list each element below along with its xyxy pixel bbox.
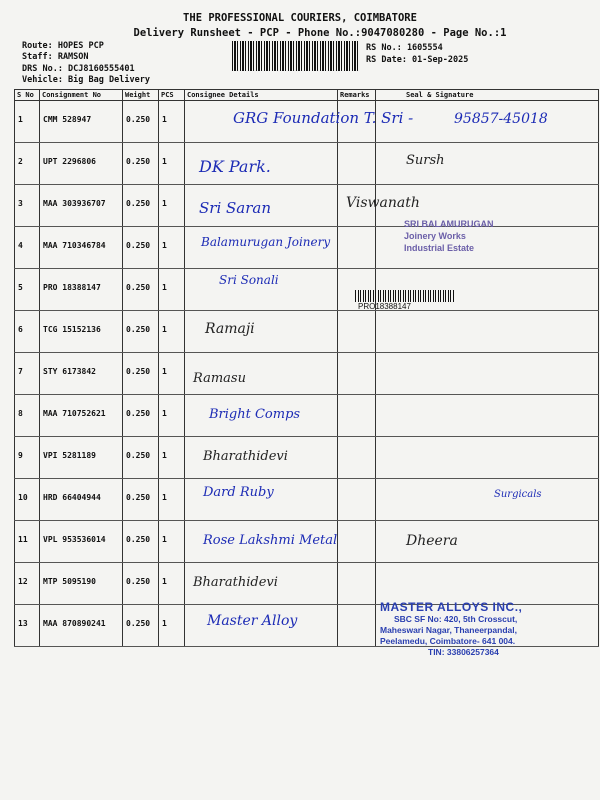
cell-consignee [185, 521, 338, 563]
cell-sno: 1 [15, 101, 40, 143]
cell-consignment: VPI 5281189 [40, 437, 123, 479]
table-row [15, 395, 599, 437]
table-row [15, 353, 599, 395]
faded-stamp-line: SRI BALAMURUGAN [404, 219, 494, 229]
handwritten-signature: Sursh [406, 153, 445, 168]
cell-consignment: MAA 710346784 [40, 227, 123, 269]
table-row [15, 437, 599, 479]
stamp-tin: TIN: 33806257364 [428, 647, 499, 657]
table-row [15, 101, 599, 143]
cell-pcs: 1 [159, 227, 185, 269]
handwritten-consignee: Bright Comps [209, 407, 301, 422]
stamp-address-line: Peelamedu, Coimbatore- 641 004. [380, 636, 516, 646]
handwritten-signature: 95857-45018 [454, 111, 548, 127]
cell-pcs: 1 [159, 101, 185, 143]
cell-consignment: MTP 5095190 [40, 563, 123, 605]
company-title: THE PROFESSIONAL COURIERS, COIMBATORE [183, 12, 417, 24]
header-barcode [232, 41, 360, 71]
cell-pcs: 1 [159, 143, 185, 185]
cell-pcs: 1 [159, 185, 185, 227]
handwritten-consignee: Ramaji [205, 321, 255, 337]
rs-number: RS No.: 1605554 [366, 43, 443, 53]
consignment-barcode [355, 290, 455, 302]
runsheet-table [14, 89, 599, 647]
cell-consignee [185, 143, 338, 185]
handwritten-signature: Viswanath [346, 195, 420, 211]
cell-remarks [338, 521, 376, 563]
cell-pcs: 1 [159, 521, 185, 563]
table-header-row [15, 90, 599, 101]
cell-remarks [338, 563, 376, 605]
cell-seal [376, 521, 599, 563]
cell-pcs: 1 [159, 353, 185, 395]
drs-label: DRS No.: DCJ8160555401 [22, 64, 135, 74]
cell-consignment: TCG 15152136 [40, 311, 123, 353]
cell-sno: 6 [15, 311, 40, 353]
handwritten-consignee: Bharathidevi [193, 575, 278, 590]
cell-consignment: UPT 2296806 [40, 143, 123, 185]
consignment-barcode-label: PRO18388147 [358, 302, 411, 311]
cell-weight: 0.250 [123, 605, 159, 647]
cell-consignee [185, 353, 338, 395]
cell-sno: 7 [15, 353, 40, 395]
cell-remarks [338, 437, 376, 479]
cell-consignment: PRO 18388147 [40, 269, 123, 311]
cell-consignment: MAA 870890241 [40, 605, 123, 647]
cell-seal [376, 395, 599, 437]
cell-sno: 5 [15, 269, 40, 311]
cell-consignment: MAA 303936707 [40, 185, 123, 227]
cell-pcs: 1 [159, 437, 185, 479]
cell-remarks [338, 227, 376, 269]
cell-consignee [185, 185, 338, 227]
vehicle-label: Vehicle: Big Bag Delivery [22, 75, 150, 85]
table-row [15, 521, 599, 563]
cell-weight: 0.250 [123, 563, 159, 605]
cell-sno: 4 [15, 227, 40, 269]
cell-remarks [338, 101, 376, 143]
cell-pcs: 1 [159, 269, 185, 311]
cell-consignee [185, 101, 414, 143]
cell-remarks [338, 395, 376, 437]
handwritten-signature: Surgicals [494, 489, 542, 500]
route-label: Route: HOPES PCP [22, 41, 104, 51]
cell-weight: 0.250 [123, 353, 159, 395]
cell-remarks [338, 311, 376, 353]
table-row [15, 227, 599, 269]
cell-sno: 3 [15, 185, 40, 227]
faded-stamp-line: Joinery Works [404, 231, 466, 241]
handwritten-consignee: Sri Sonali [219, 273, 279, 287]
cell-weight: 0.250 [123, 269, 159, 311]
table-row [15, 563, 599, 605]
handwritten-consignee: Ramasu [193, 371, 246, 386]
cell-weight: 0.250 [123, 521, 159, 563]
col-pcs: PCS [159, 90, 185, 101]
master-alloys-stamp [380, 600, 585, 658]
stamp-address-line: Maheswari Nagar, Thaneerpandal, [380, 625, 517, 635]
cell-pcs: 1 [159, 563, 185, 605]
cell-weight: 0.250 [123, 101, 159, 143]
cell-seal [376, 143, 599, 185]
cell-remarks [338, 605, 376, 647]
cell-weight: 0.250 [123, 227, 159, 269]
table-row [15, 143, 599, 185]
cell-seal [376, 437, 599, 479]
stamp-address-line: SBC SF No: 420, 5th Crosscut, [394, 614, 518, 624]
handwritten-signature: Dheera [406, 533, 458, 549]
cell-weight: 0.250 [123, 437, 159, 479]
handwritten-consignee: Dard Ruby [203, 485, 274, 500]
cell-seal [376, 563, 599, 605]
cell-weight: 0.250 [123, 479, 159, 521]
cell-remarks [338, 479, 376, 521]
handwritten-consignee: Sri Saran [199, 199, 272, 217]
cell-consignee [185, 227, 338, 269]
cell-remarks [338, 353, 376, 395]
cell-sno: 2 [15, 143, 40, 185]
col-weight: Weight [123, 90, 159, 101]
table-row [15, 269, 599, 311]
staff-label: Staff: RAMSON [22, 52, 89, 62]
cell-consignee [185, 269, 338, 311]
cell-sno: 13 [15, 605, 40, 647]
cell-consignment: STY 6173842 [40, 353, 123, 395]
cell-consignee [185, 395, 338, 437]
cell-consignment: HRD 66404944 [40, 479, 123, 521]
handwritten-consignee: DK Park. [199, 157, 271, 176]
cell-sno: 12 [15, 563, 40, 605]
cell-pcs: 1 [159, 605, 185, 647]
cell-consignment: VPL 953536014 [40, 521, 123, 563]
col-consignment: Consignment No [40, 90, 123, 101]
cell-consignee [185, 311, 338, 353]
cell-remarks [338, 143, 376, 185]
cell-seal [376, 479, 599, 521]
handwritten-consignee: GRG Foundation T. Sri - [233, 109, 414, 127]
cell-consignment: MAA 710752621 [40, 395, 123, 437]
sheet-title: Delivery Runsheet - PCP - Phone No.:9047080280 - Page No.:1 [133, 27, 507, 39]
cell-pcs: 1 [159, 311, 185, 353]
handwritten-consignee: Master Alloy [207, 613, 298, 629]
cell-seal [376, 101, 599, 143]
col-remarks: Remarks [338, 90, 376, 101]
cell-weight: 0.250 [123, 311, 159, 353]
cell-consignee [185, 605, 338, 647]
handwritten-consignee: Bharathidevi [203, 449, 288, 464]
cell-consignee [185, 479, 338, 521]
cell-sno: 11 [15, 521, 40, 563]
cell-weight: 0.250 [123, 185, 159, 227]
cell-sno: 10 [15, 479, 40, 521]
faded-stamp-line: Industrial Estate [404, 243, 475, 253]
cell-consignment: CMM 528947 [40, 101, 123, 143]
rs-date: RS Date: 01-Sep-2025 [366, 55, 469, 65]
handwritten-consignee: Balamurugan Joinery [201, 235, 331, 249]
cell-sno: 9 [15, 437, 40, 479]
handwritten-consignee: Rose Lakshmi Metal [203, 533, 338, 548]
cell-seal [376, 311, 599, 353]
cell-pcs: 1 [159, 479, 185, 521]
col-consignee: Consignee Details [185, 90, 338, 101]
table-row [15, 185, 599, 227]
cell-weight: 0.250 [123, 143, 159, 185]
col-seal: Seal & Signature [376, 90, 599, 101]
stamp-company-name: MASTER ALLOYS INC., [380, 600, 523, 614]
cell-sno: 8 [15, 395, 40, 437]
faded-company-stamp [404, 218, 494, 254]
table-row [15, 479, 599, 521]
cell-consignee [185, 437, 338, 479]
cell-pcs: 1 [159, 395, 185, 437]
cell-seal [376, 353, 599, 395]
col-sno: S No [15, 90, 40, 101]
cell-weight: 0.250 [123, 395, 159, 437]
table-row [15, 311, 599, 353]
cell-consignee [185, 563, 338, 605]
